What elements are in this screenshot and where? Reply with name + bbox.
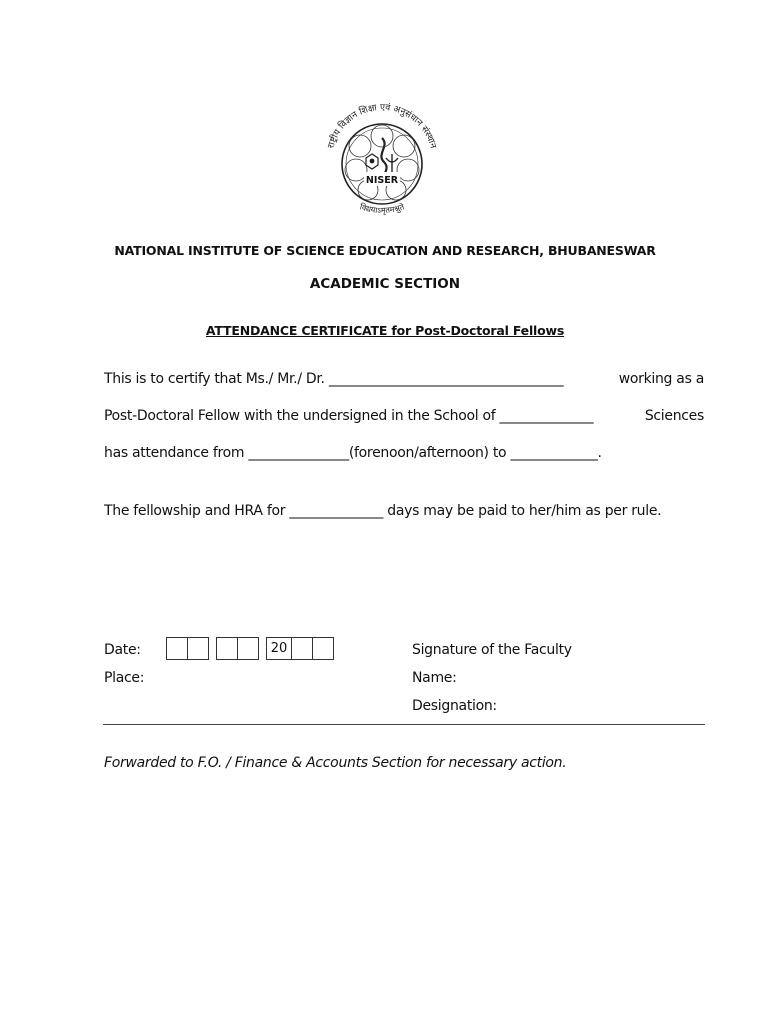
logo-motto: विद्ययाऽमृतमश्नुते [358, 202, 406, 216]
divider [103, 724, 705, 725]
date-month-boxes[interactable] [216, 637, 259, 659]
sciences-text: Sciences [644, 408, 704, 424]
designation-label: Designation: [412, 698, 497, 714]
signature-label: Signature of the Faculty [412, 642, 572, 658]
institute-name: NATIONAL INSTITUTE OF SCIENCE EDUCATION AND RESEARCH, BHUBANESWAR [114, 243, 656, 258]
school-line [104, 408, 704, 424]
certify-text: This is to certify that Ms./ Mr./ Dr. ___________________________________ [104, 371, 564, 387]
date-label: Date: [104, 642, 141, 658]
name-label: Name: [412, 670, 457, 686]
logo-top-text: राष्ट्रीय विज्ञान शिक्षा एवं अनुसंधान संस्थान [326, 102, 438, 150]
date-year-digit-3[interactable] [291, 637, 313, 660]
date-year-boxes[interactable] [266, 637, 334, 659]
niser-logo [320, 96, 444, 224]
date-day-digit-1[interactable] [166, 637, 188, 660]
date-day-boxes[interactable] [166, 637, 209, 659]
certify-line [104, 371, 704, 387]
logo-label: NISER [365, 175, 399, 186]
place-label: Place: [104, 670, 145, 686]
attendance-line: has attendance from _______________(forenoon/afternoon) to _____________. [104, 445, 602, 461]
certificate-title: ATTENDANCE CERTIFICATE for Post-Doctoral Fellows [205, 323, 565, 338]
section-title: ACADEMIC SECTION [309, 276, 461, 292]
date-day-digit-2[interactable] [187, 637, 209, 660]
fellowship-line: The fellowship and HRA for ______________ days may be paid to her/him as per rule. [104, 503, 662, 519]
date-year-digit-4[interactable] [312, 637, 334, 660]
date-month-digit-2[interactable] [237, 637, 259, 660]
date-year-prefix: 20 [266, 637, 292, 660]
forwarded-note: Forwarded to F.O. / Finance & Accounts Section for necessary action. [104, 755, 567, 771]
date-month-digit-1[interactable] [216, 637, 238, 660]
working-as-text: working as a [618, 371, 704, 387]
school-text: Post-Doctoral Fellow with the undersigned in the School of ______________ [104, 408, 594, 424]
